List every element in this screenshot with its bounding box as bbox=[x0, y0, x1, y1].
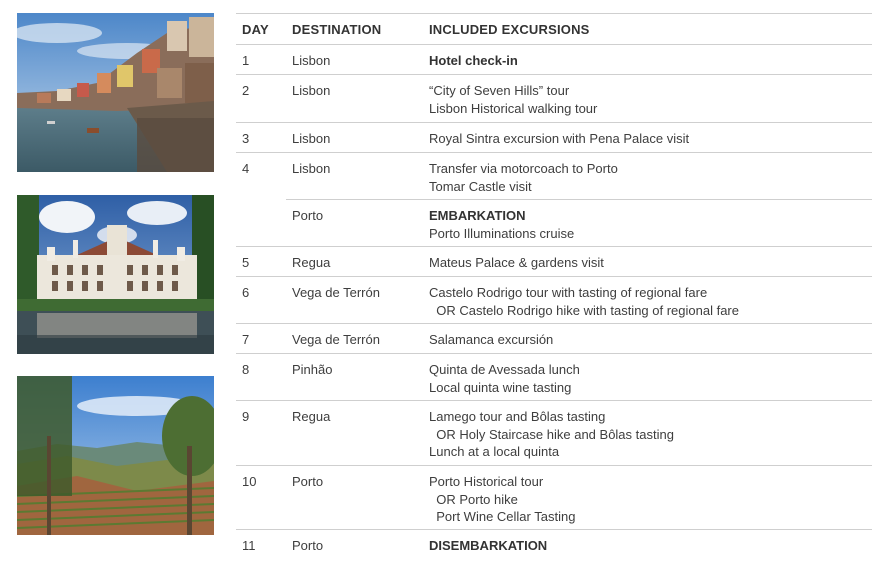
table-row bbox=[236, 324, 872, 354]
day-cell: 1 bbox=[242, 53, 250, 68]
excursion-line: Tomar Castle visit bbox=[429, 178, 532, 194]
excursion-line: Mateus Palace & gardens visit bbox=[429, 255, 604, 270]
table-row bbox=[236, 354, 872, 401]
table-header bbox=[236, 13, 872, 45]
header-day: DAY bbox=[242, 22, 269, 37]
destination-cell: Lisbon bbox=[292, 83, 331, 98]
excursions-cell bbox=[429, 361, 580, 396]
excursion-line: Royal Sintra excursion with Pena Palace visit bbox=[429, 131, 690, 146]
day-cell: 8 bbox=[242, 362, 250, 377]
destination-cell: Vega de Terrón bbox=[292, 332, 380, 347]
excursions-cell bbox=[429, 254, 604, 272]
table-row bbox=[236, 75, 872, 123]
excursions-cell bbox=[429, 537, 547, 555]
excursions-cell bbox=[429, 408, 674, 461]
excursion-line: Local quinta wine tasting bbox=[429, 379, 572, 395]
itinerary-table bbox=[236, 13, 872, 560]
day-cell: 2 bbox=[242, 83, 250, 98]
vineyard-valley-photo bbox=[17, 376, 214, 535]
excursion-line: Quinta de Avessada lunch bbox=[429, 362, 580, 377]
palace-garden-photo bbox=[17, 195, 214, 354]
excursions-cell bbox=[429, 473, 575, 526]
destination-cell: Lisbon bbox=[292, 161, 331, 176]
destination-cell: Porto bbox=[292, 208, 324, 223]
day-cell: 4 bbox=[242, 161, 250, 176]
excursions-cell bbox=[429, 52, 518, 70]
day-cell: 6 bbox=[242, 285, 250, 300]
table-row bbox=[236, 466, 872, 530]
table-row bbox=[236, 247, 872, 277]
table-row bbox=[236, 200, 872, 247]
day-cell: 9 bbox=[242, 409, 250, 424]
excursion-line: OR Holy Staircase hike and Bôlas tasting bbox=[429, 426, 674, 442]
excursions-cell bbox=[429, 130, 689, 148]
excursions-cell bbox=[429, 160, 618, 195]
excursion-line: Transfer via motorcoach to Porto bbox=[429, 161, 618, 176]
excursion-line: Porto Historical tour bbox=[429, 474, 544, 489]
excursion-line: “City of Seven Hills” tour bbox=[429, 83, 570, 98]
excursion-line: Lamego tour and Bôlas tasting bbox=[429, 409, 606, 424]
excursions-cell bbox=[429, 207, 574, 242]
excursion-line: EMBARKATION bbox=[429, 208, 526, 223]
destination-cell: Porto bbox=[292, 474, 324, 489]
destination-cell: Regua bbox=[292, 409, 331, 424]
table-row bbox=[236, 123, 872, 153]
excursion-line: OR Porto hike bbox=[429, 491, 518, 507]
destination-cell: Vega de Terrón bbox=[292, 285, 380, 300]
header-destination: DESTINATION bbox=[292, 22, 382, 37]
destination-cell: Porto bbox=[292, 538, 324, 553]
excursions-cell bbox=[429, 331, 553, 349]
destination-cell: Lisbon bbox=[292, 53, 331, 68]
table-row bbox=[236, 277, 872, 324]
destination-cell: Pinhão bbox=[292, 362, 333, 377]
day-cell: 10 bbox=[242, 474, 257, 489]
excursion-line: Lisbon Historical walking tour bbox=[429, 100, 598, 116]
excursion-line: Port Wine Cellar Tasting bbox=[429, 509, 576, 524]
excursion-line: Salamanca excursión bbox=[429, 332, 554, 347]
destination-cell: Lisbon bbox=[292, 131, 331, 146]
day-cell: 11 bbox=[242, 538, 256, 553]
table-row bbox=[236, 530, 872, 560]
destination-cell: Regua bbox=[292, 255, 331, 270]
header-excursions: INCLUDED EXCURSIONS bbox=[429, 22, 590, 37]
excursion-line: Lunch at a local quinta bbox=[429, 444, 560, 459]
excursions-cell bbox=[429, 284, 739, 319]
table-row bbox=[236, 153, 872, 200]
table-body bbox=[236, 45, 872, 560]
excursion-line: OR Castelo Rodrigo hike with tasting of regional fare bbox=[429, 302, 739, 318]
excursion-line: Castelo Rodrigo tour with tasting of regional fare bbox=[429, 285, 708, 300]
riverside-town-photo bbox=[17, 13, 214, 172]
table-row bbox=[236, 401, 872, 466]
day-cell: 3 bbox=[242, 131, 250, 146]
day-cell: 5 bbox=[242, 255, 250, 270]
table-row bbox=[236, 45, 872, 75]
excursion-line: Hotel check-in bbox=[429, 53, 518, 68]
day-cell: 7 bbox=[242, 332, 250, 347]
excursion-line: Porto Illuminations cruise bbox=[429, 225, 575, 241]
excursions-cell bbox=[429, 82, 597, 117]
excursion-line: DISEMBARKATION bbox=[429, 538, 548, 553]
